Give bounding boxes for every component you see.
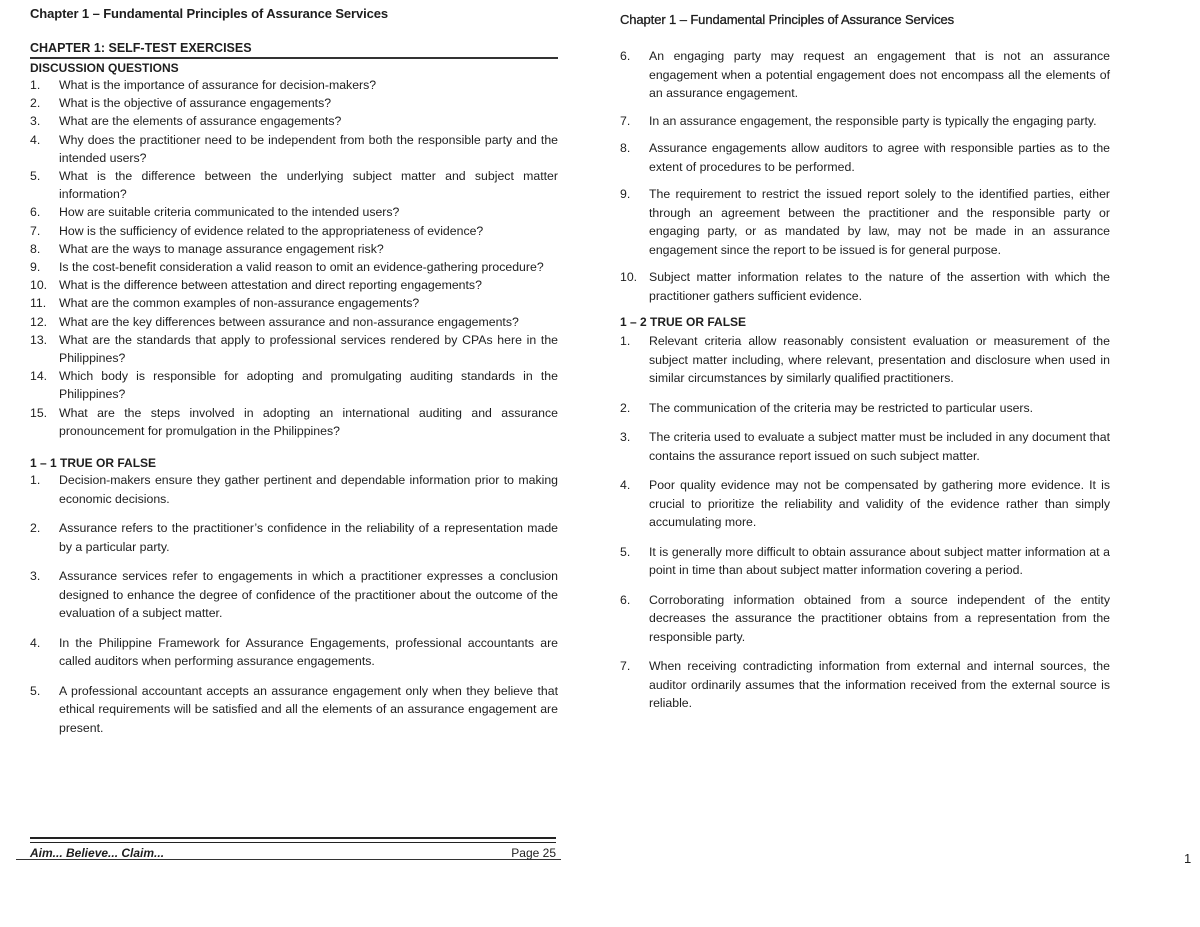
- item-number: 10.: [620, 270, 638, 284]
- list-item: [30, 471, 558, 508]
- section-title: CHAPTER 1: SELF-TEST EXERCISES: [30, 41, 558, 59]
- footer-tagline: Aim... Believe... Claim...: [30, 846, 165, 860]
- item-number: 4.: [30, 635, 41, 650]
- item-number: 5.: [30, 169, 41, 184]
- item-text: A professional accountant accepts an assurance engagement only when they believe that ethical requirements will be satisfied and all the elements of an assurance engagement are present.: [59, 683, 558, 735]
- item-number: 5.: [620, 544, 631, 559]
- item-number: 11.: [30, 296, 47, 311]
- list-item: [620, 112, 1110, 131]
- item-number: 12.: [30, 314, 48, 329]
- item-number: 15.: [30, 405, 48, 420]
- footer-rule: [30, 837, 556, 843]
- item-text: Assurance refers to the practitioner’s confidence in the reliability of a representation made by a particular party.: [59, 521, 558, 554]
- item-number: 10.: [30, 278, 48, 293]
- left-page: [30, 6, 558, 748]
- item-text: What are the steps involved in adopting an international auditing and assurance pronouncement for promulgation in the Philippines?: [59, 405, 558, 438]
- list-item: [30, 240, 558, 258]
- item-text: Is the cost-benefit consideration a valid reason to omit an evidence-gathering procedure?: [59, 260, 544, 275]
- item-text: Relevant criteria allow reasonably consistent evaluation or measurement of the subject matter including, where relevant, presentation and disclosure when used in similar circumstances by similarly qualified practitioners.: [649, 334, 1110, 385]
- right-page: [620, 12, 1110, 724]
- item-number: 2.: [620, 400, 631, 415]
- list-item: [620, 591, 1110, 647]
- item-text: What are the ways to manage assurance engagement risk?: [59, 241, 384, 256]
- item-text: What are the elements of assurance engagements?: [59, 114, 342, 129]
- list-item: [30, 167, 558, 203]
- list-item: [620, 332, 1110, 388]
- tf1-title: 1 – 1 TRUE OR FALSE: [30, 456, 157, 471]
- item-text: Poor quality evidence may not be compensated by gathering more evidence. It is crucial to prioritize the reliability and validity of the evidence rather than simply accumulating more.: [649, 478, 1110, 529]
- item-number: 4.: [30, 132, 41, 147]
- list-item: [30, 404, 558, 440]
- footer: [30, 846, 556, 860]
- item-text: What are the standards that apply to professional services rendered by CPAs here in the Philippines?: [59, 332, 558, 366]
- list-item: [30, 567, 558, 623]
- item-text: Decision-makers ensure they gather pertinent and dependable information prior to making economic decisions.: [59, 473, 558, 506]
- list-item: [620, 47, 1110, 103]
- item-number: 1.: [30, 78, 41, 92]
- item-text: What is the importance of assurance for decision-makers?: [59, 78, 377, 92]
- list-item: [30, 276, 558, 294]
- item-text: What is the difference between attestation and direct reporting engagements?: [59, 278, 482, 293]
- list-item: [30, 94, 558, 112]
- item-text: How are suitable criteria communicated to the intended users?: [59, 205, 400, 220]
- list-item: [30, 258, 558, 276]
- page-number: 1: [1184, 851, 1192, 866]
- item-text: An engaging party may request an engagement that is not an assurance engagement when a potential engagement does not encompass all the elements of an assurance engagement.: [649, 49, 1110, 100]
- list-item: [620, 399, 1110, 418]
- item-text: In the Philippine Framework for Assurance Engagements, professional accountants are called auditors when performing assurance engagements.: [59, 635, 558, 669]
- item-number: 6.: [620, 49, 631, 63]
- list-item: [620, 543, 1110, 580]
- item-number: 7.: [620, 113, 631, 128]
- item-text: Why does the practitioner need to be independent from both the responsible party and the intended users?: [59, 132, 558, 165]
- list-item: [30, 313, 558, 331]
- item-number: 14.: [30, 369, 48, 384]
- list-item: [30, 682, 558, 738]
- list-item: [30, 222, 558, 240]
- discussion-title: DISCUSSION QUESTIONS: [30, 61, 179, 75]
- list-item: [30, 367, 558, 403]
- tf1-list: [30, 471, 558, 737]
- list-item: [30, 331, 558, 367]
- discussion-questions-list: [30, 76, 558, 440]
- list-item: [30, 131, 558, 167]
- list-item: [620, 139, 1110, 176]
- list-item: [620, 185, 1110, 259]
- item-text: Assurance services refer to engagements in which a practitioner expresses a conclusion designed to enhance the degree of confidence of the practitioner about the outcome of the evaluation of a subject matter.: [59, 569, 558, 621]
- item-text: Corroborating information obtained from a source independent of the entity decreases the assurance the practitioner obtains from a representation from the responsible party.: [649, 592, 1110, 644]
- list-item: [30, 112, 558, 130]
- item-text: Subject matter information relates to the nature of the assertion with which the practitioner gathers sufficient evidence.: [649, 270, 1110, 303]
- item-text: Which body is responsible for adopting and promulgating auditing standards in the Philippines?: [59, 369, 558, 402]
- item-text: What are the key differences between assurance and non-assurance engagements?: [59, 314, 519, 329]
- list-item: [30, 76, 558, 94]
- item-text: What are the common examples of non-assurance engagements?: [59, 296, 420, 311]
- item-number: 6.: [620, 592, 631, 607]
- item-number: 7.: [620, 659, 631, 673]
- list-item: [620, 268, 1110, 305]
- item-number: 3.: [620, 430, 631, 444]
- list-item: [30, 634, 558, 671]
- left-running-header: Chapter 1 – Fundamental Principles of Assurance Services: [30, 6, 389, 21]
- item-number: 3.: [30, 114, 41, 129]
- item-number: 9.: [30, 260, 41, 275]
- tf1-continued-list: [620, 47, 1110, 305]
- item-number: 9.: [620, 187, 631, 201]
- footer-page-label: Page 25: [511, 846, 556, 860]
- item-text: Assurance engagements allow auditors to agree with responsible parties as to the extent of procedures to be performed.: [649, 141, 1110, 174]
- right-running-header: Chapter 1 – Fundamental Principles of Assurance Services: [620, 12, 955, 27]
- item-number: 7.: [30, 223, 41, 238]
- tf2-title: 1 – 2 TRUE OR FALSE: [620, 315, 747, 329]
- item-number: 8.: [620, 141, 631, 155]
- item-text: The requirement to restrict the issued report solely to the identified parties, either through an agreement between the practitioner and the responsible party or engaging party, or as mandated by law, may not be made in an assurance engagement since the report to be issued is for general purpose.: [649, 187, 1110, 257]
- item-number: 3.: [30, 569, 41, 584]
- item-text: The criteria used to evaluate a subject matter must be included in any document that contains the assurance report issued on such subject matter.: [649, 430, 1110, 463]
- item-number: 2.: [30, 96, 41, 111]
- list-item: [30, 203, 558, 221]
- item-number: 5.: [30, 683, 41, 698]
- bottom-divider: [16, 859, 561, 860]
- item-text: It is generally more difficult to obtain assurance about subject matter information at a point in time than about subject matter information covering a period.: [649, 544, 1110, 577]
- item-number: 1.: [620, 334, 631, 348]
- item-text: In an assurance engagement, the responsible party is typically the engaging party.: [649, 113, 1097, 128]
- item-text: When receiving contradicting information from external and internal sources, the auditor ordinarily assumes that the information received from the external source is reliable.: [649, 659, 1110, 710]
- list-item: [30, 294, 558, 312]
- item-number: 6.: [30, 205, 41, 220]
- list-item: [620, 428, 1110, 465]
- item-number: 4.: [620, 478, 631, 492]
- item-text: What is the objective of assurance engagements?: [59, 96, 332, 111]
- tf2-list: [620, 332, 1110, 713]
- item-number: 8.: [30, 241, 41, 256]
- item-text: The communication of the criteria may be restricted to particular users.: [649, 400, 1034, 415]
- list-item: [620, 657, 1110, 713]
- item-number: 2.: [30, 521, 41, 536]
- item-number: 13.: [30, 332, 48, 347]
- item-text: What is the difference between the underlying subject matter and subject matter information?: [59, 169, 558, 202]
- list-item: [620, 476, 1110, 532]
- item-text: How is the sufficiency of evidence related to the appropriateness of evidence?: [59, 223, 484, 238]
- list-item: [30, 519, 558, 556]
- item-number: 1.: [30, 473, 41, 488]
